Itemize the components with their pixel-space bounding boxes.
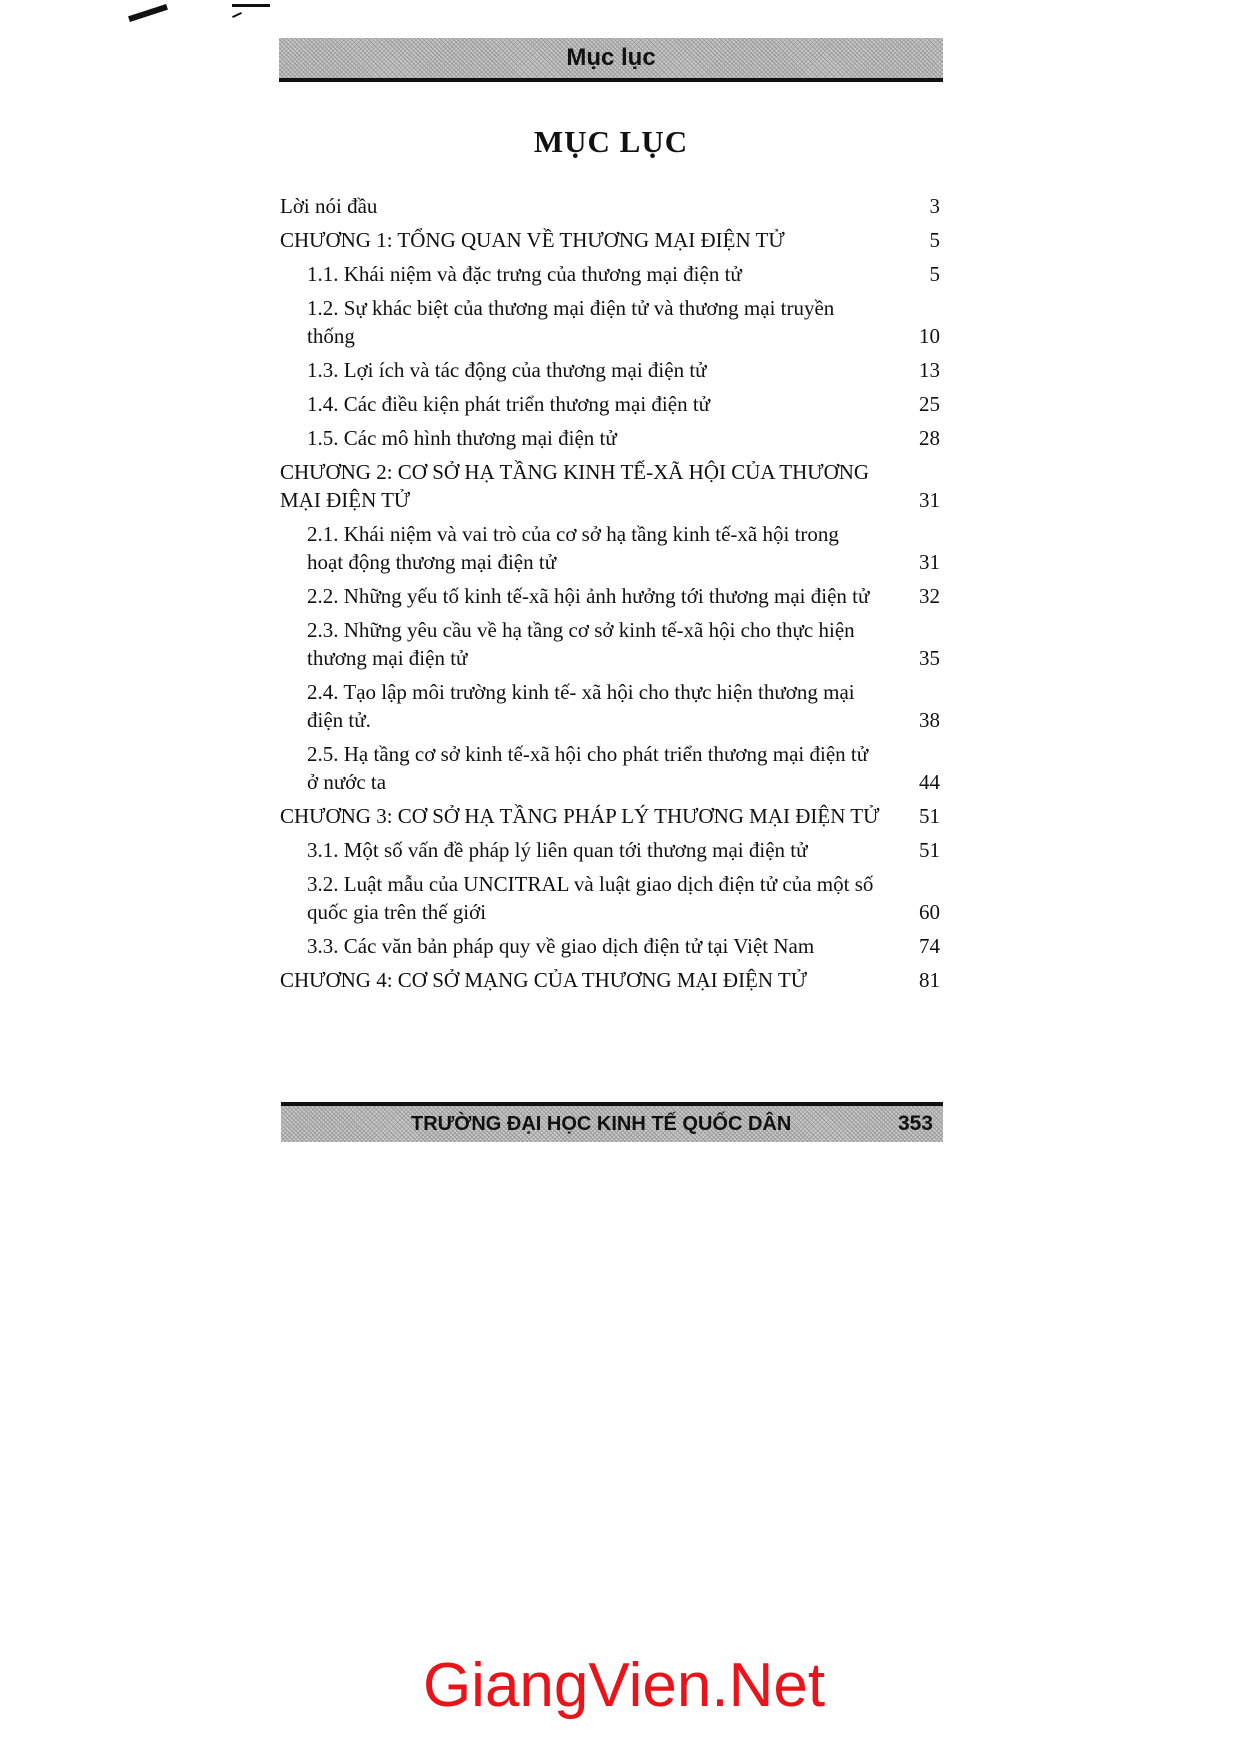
toc-entry-title: 1.4. Các điều kiện phát triển thương mại điện tử (307, 392, 711, 416)
toc-section-entry (280, 260, 940, 288)
toc-entry-title: 2.4. Tạo lập môi trường kinh tế- xã hội cho thực hiện thương mại điện tử. (307, 680, 855, 732)
scan-artifact-mark (232, 4, 270, 7)
toc-entry-page: 44 (919, 770, 940, 794)
toc-chapter-entry (280, 226, 940, 254)
toc-section-entry (280, 616, 940, 672)
toc-entry-title: CHƯƠNG 3: CƠ SỞ HẠ TẦNG PHÁP LÝ THƯƠNG MẠI ĐIỆN TỬ (280, 804, 880, 828)
toc-section-entry (280, 932, 940, 960)
toc-entry-title: CHƯƠNG 1: TỔNG QUAN VỀ THƯƠNG MẠI ĐIỆN TỬ (280, 228, 785, 252)
toc-entry-title: Lời nói đầu (280, 194, 378, 218)
toc-section-entry (280, 836, 940, 864)
toc-entry-page: 3 (929, 194, 940, 218)
toc-section-entry (280, 356, 940, 384)
toc-section-entry (280, 678, 940, 734)
toc-entry-title: 2.5. Hạ tầng cơ sở kinh tế-xã hội cho phát triển thương mại điện tử ở nước ta (307, 742, 869, 794)
scan-artifact-mark (232, 12, 242, 18)
toc-entry-page: 74 (919, 934, 940, 958)
toc-entry-title: 3.1. Một số vấn đề pháp lý liên quan tới thương mại điện tử (307, 838, 808, 862)
toc-entry-page: 31 (919, 550, 940, 574)
toc-entry-page: 25 (919, 392, 940, 416)
toc-entry-title: 1.1. Khái niệm và đặc trưng của thương mại điện tử (307, 262, 742, 286)
running-header (279, 38, 943, 82)
toc-entry-title: 3.2. Luật mẫu của UNCITRAL và luật giao dịch điện tử của một số quốc gia trên thế giới (307, 872, 874, 924)
toc-entry-page: 35 (919, 646, 940, 670)
toc-entry-title: CHƯƠNG 4: CƠ SỞ MẠNG CỦA THƯƠNG MẠI ĐIỆN TỬ (280, 968, 808, 992)
toc-section-entry (280, 390, 940, 418)
toc-entry-title: 2.1. Khái niệm và vai trò của cơ sở hạ tầng kinh tế-xã hội trong hoạt động thương mại điện tử (307, 522, 839, 574)
toc-entry-page: 31 (919, 488, 940, 512)
toc-entry-page: 51 (919, 838, 940, 862)
running-footer (281, 1102, 943, 1142)
toc-entry-page: 10 (919, 324, 940, 348)
watermark: GiangVien.Net (422, 1651, 826, 1720)
toc-entry-page: 13 (919, 358, 940, 382)
toc-section-entry (280, 740, 940, 796)
toc-entry-title: 1.2. Sự khác biệt của thương mại điện tử và thương mại truyền thống (307, 296, 835, 348)
running-header-label: Mục lục (566, 44, 656, 71)
toc-entry-title: CHƯƠNG 2: CƠ SỞ HẠ TẦNG KINH TẾ-XÃ HỘI CỦA THƯƠNG MẠI ĐIỆN TỬ (280, 460, 870, 512)
toc-entry-title: 1.5. Các mô hình thương mại điện tử (307, 426, 617, 450)
toc-entry-title: 2.3. Những yêu cầu về hạ tầng cơ sở kinh tế-xã hội cho thực hiện thương mại điện tử (307, 618, 855, 670)
toc-chapter-entry (280, 966, 940, 994)
table-of-contents (280, 192, 940, 994)
toc-chapter-entry (280, 802, 940, 830)
toc-section-entry (280, 520, 940, 576)
toc-entry-title: 1.3. Lợi ích và tác động của thương mại điện tử (307, 358, 707, 382)
toc-chapter-entry (280, 458, 940, 514)
footer-page-number: 353 (897, 1112, 933, 1135)
toc-section-entry (280, 870, 940, 926)
footer-school-name: TRƯỜNG ĐẠI HỌC KINH TẾ QUỐC DÂN (411, 1113, 792, 1135)
toc-section-entry (280, 582, 940, 610)
toc-entry-page: 32 (919, 584, 940, 608)
scan-artifact-mark (128, 4, 168, 22)
toc-entry-page: 28 (919, 426, 940, 450)
toc-entry-page: 5 (929, 262, 940, 286)
toc-section-entry (280, 294, 940, 350)
toc-entry-page: 38 (919, 708, 940, 732)
toc-entry-page: 60 (919, 900, 940, 924)
toc-entry-page: 81 (919, 968, 940, 992)
toc-chapter-entry (280, 192, 940, 220)
toc-entry-title: 3.3. Các văn bản pháp quy về giao dịch điện tử tại Việt Nam (307, 934, 815, 958)
toc-section-entry (280, 424, 940, 452)
toc-entry-page: 5 (929, 228, 940, 252)
page-title: MỤC LỤC (533, 124, 689, 159)
toc-entry-page: 51 (919, 804, 940, 828)
toc-entry-title: 2.2. Những yếu tố kinh tế-xã hội ảnh hưởng tới thương mại điện tử (307, 584, 870, 608)
